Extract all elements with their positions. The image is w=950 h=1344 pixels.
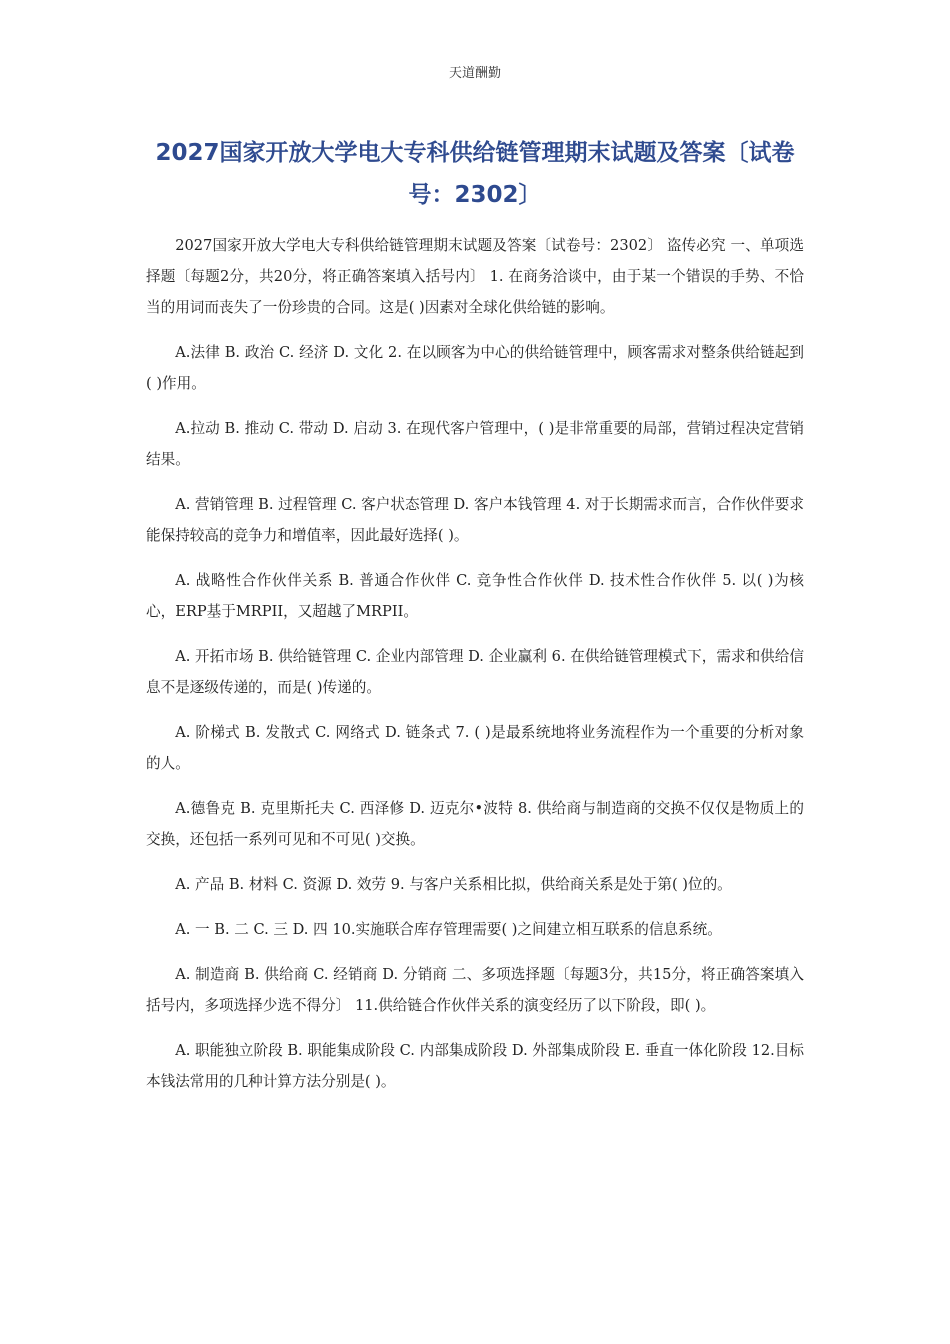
- document-title: 2027国家开放大学电大专科供给链管理期末试题及答案〔试卷号：2302〕: [155, 140, 795, 208]
- paragraph: A. 职能独立阶段 B. 职能集成阶段 C. 内部集成阶段 D. 外部集成阶段 E. 垂直一体化阶段 12.目标本钱法常用的几种计算方法分别是( )。: [146, 1042, 804, 1090]
- document-body: [146, 230, 804, 1111]
- paragraph: 2027国家开放大学电大专科供给链管理期末试题及答案〔试卷号：2302〕 盗传必究 一、单项选择题〔每题2分，共20分，将正确答案填入括号内〕 1. 在商务洽谈中，由于某一个错误的手势、不恰当的用词而丧失了一份珍贵的合同。这是( )因素对全球化供给链的影响。: [146, 237, 804, 316]
- paragraph: A.法律 B. 政治 C. 经济 D. 文化 2. 在以顾客为中心的供给链管理中，顾客需求对整条供给链起到( )作用。: [146, 344, 804, 392]
- paragraph: A.拉动 B. 推动 C. 带动 D. 启动 3. 在现代客户管理中，( )是非常重要的局部，营销过程决定营销结果。: [146, 420, 804, 468]
- paragraph: A. 阶梯式 B. 发散式 C. 网络式 D. 链条式 7. ( )是最系统地将业务流程作为一个重要的分析对象的人。: [146, 724, 804, 772]
- paragraph: A.德鲁克 B. 克里斯托夫 C. 西泽修 D. 迈克尔•波特 8. 供给商与制造商的交换不仅仅是物质上的交换，还包括一系列可见和不可见( )交换。: [146, 800, 804, 848]
- paragraph: A. 开拓市场 B. 供给链管理 C. 企业内部管理 D. 企业赢利 6. 在供给链管理模式下，需求和供给信息不是逐级传递的，而是( )传递的。: [146, 648, 804, 696]
- page-header: 天道酬勤: [448, 66, 501, 81]
- paragraph: A. 一 B. 二 C. 三 D. 四 10.实施联合库存管理需要( )之间建立相互联系的信息系统。: [175, 921, 722, 938]
- paragraph: A. 战略性合作伙伴关系 B. 普通合作伙伴 C. 竞争性合作伙伴 D. 技术性合作伙伴 5. 以( )为核心，ERP基于MRPII，又超越了MRPII。: [146, 572, 804, 620]
- paragraph: A. 产品 B. 材料 C. 资源 D. 效劳 9. 与客户关系相比拟，供给商关系是处于第( )位的。: [175, 876, 732, 893]
- paragraph: A. 制造商 B. 供给商 C. 经销商 D. 分销商 二、多项选择题〔每题3分，共15分，将正确答案填入括号内，多项选择少选不得分〕 11.供给链合作伙伴关系的演变经历了以下阶段，即( )。: [146, 966, 804, 1014]
- paragraph: A. 营销管理 B. 过程管理 C. 客户状态管理 D. 客户本钱管理 4. 对于长期需求而言，合作伙伴要求能保持较高的竞争力和增值率，因此最好选择( )。: [146, 496, 804, 544]
